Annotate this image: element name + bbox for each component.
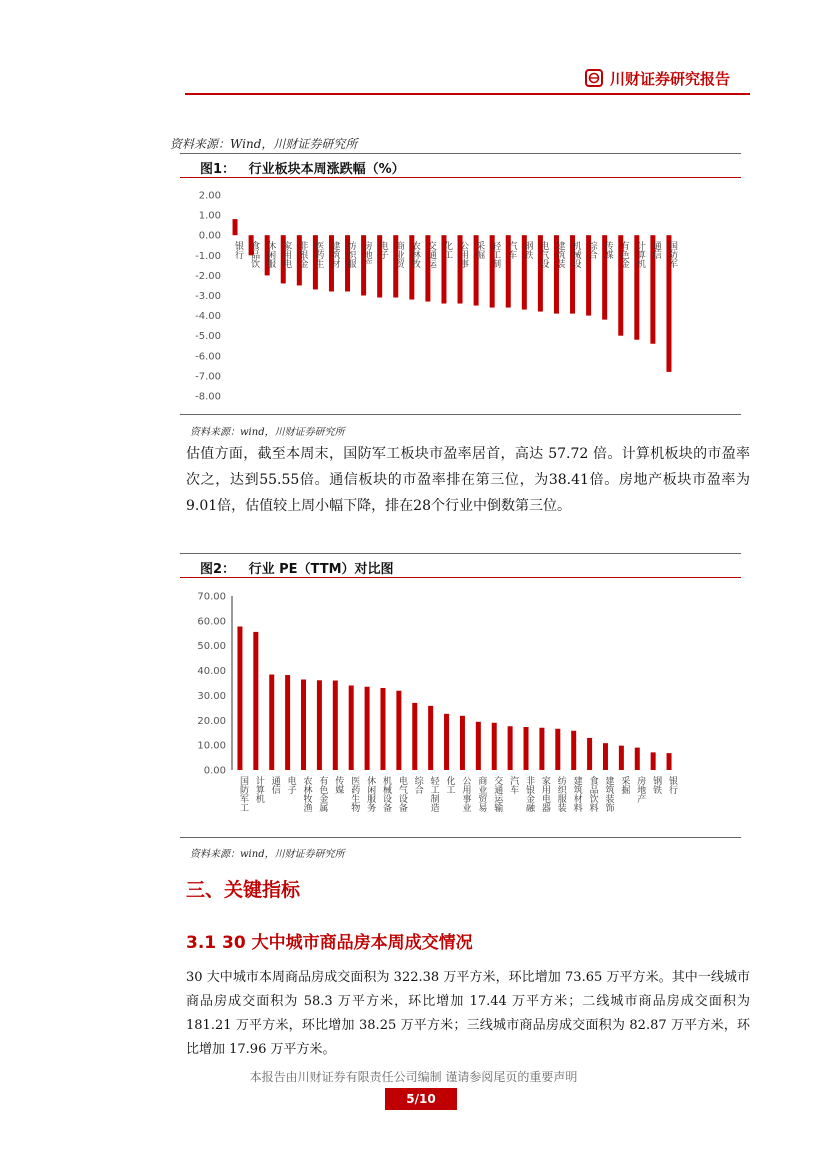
figure2-title — [200, 558, 394, 577]
figure2-top-rule — [180, 553, 741, 554]
chart0-category-label: 非银金 — [297, 241, 308, 268]
figure2-label: 图2： — [200, 562, 236, 577]
figure2-bottom-rule — [180, 837, 741, 838]
chart1-category-label: 商业贸易 — [476, 776, 487, 812]
chart1-category-label: 交通运输 — [492, 776, 503, 812]
chart1-category-label: 国防军工 — [237, 776, 248, 812]
figure1-top-rule — [180, 153, 741, 154]
chart0-ytick: 2.00 — [198, 190, 221, 202]
chart0-category-label: 传媒 — [602, 241, 613, 259]
chart1-category-label: 医药生物 — [349, 776, 360, 812]
chart1-category-label: 建筑装饰 — [603, 776, 614, 812]
chart0-category-label: 电子 — [377, 241, 388, 259]
chart0-category-label: 轻工制 — [490, 241, 501, 268]
chart1-bar — [269, 675, 274, 770]
figure2-title-rule — [180, 577, 741, 578]
chart1-bar — [587, 738, 592, 770]
chart1-category-label: 休闲服务 — [365, 776, 376, 812]
chart1-category-label: 化工 — [444, 776, 455, 794]
chart1-bar — [603, 743, 608, 770]
chart1-bar — [396, 691, 401, 770]
chart1-category-label: 汽车 — [508, 776, 519, 794]
chart0-category-label: 采掘 — [474, 241, 485, 259]
chart1-bar — [333, 681, 338, 770]
top-source-note: 资料来源：Wind，川财证券研究所 — [170, 137, 358, 151]
chart1-bar — [285, 675, 290, 770]
chart0-category-label: 商业贸 — [393, 241, 404, 268]
chart1-bar — [555, 729, 560, 770]
chart0-category-label: 汽车 — [506, 241, 517, 259]
chart0-category-label: 建筑装 — [554, 241, 565, 268]
chart0-category-label: 通信 — [650, 241, 661, 259]
valuation-paragraph: 估值方面，截至本周末，国防军工板块市盈率居首，高达 57.72 倍。计算机板块的市盈率次之，达到55.55倍。通信板块的市盈率排在第三位，为38.41倍。房地产板块市盈率为9.01倍，估值较上周小幅下降，排在28个行业中倒数第三位。 — [186, 446, 750, 514]
chart1-bar — [349, 685, 354, 770]
chart0-category-label: 电气设 — [538, 241, 549, 268]
chart0-ytick: -3.00 — [195, 291, 221, 302]
chart1-category-label: 电子 — [285, 776, 296, 794]
chart0-ytick: -4.00 — [195, 311, 221, 323]
chart0-ytick: 1.00 — [198, 210, 221, 222]
chart1-ytick: 50.00 — [197, 641, 226, 653]
housing-transaction-paragraph: 30 大中城市本周商品房成交面积为 322.38 万平方米，环比增加 73.65 万平方米。其中一线城市商品房成交面积为 58.3 万平方米，环比增加 17.44 万平方米；二线城市商品房成交面积为 181.21 万平方米，环比增加 38.25 万平方米；三线城市商品房成交面积为 82.87 万平方米，环比增加 17.96 万平方米。 — [186, 970, 750, 1057]
chart1-ytick: 30.00 — [197, 690, 226, 702]
chart1-ytick: 60.00 — [197, 616, 226, 628]
chart0-ytick: -1.00 — [195, 250, 221, 262]
brand-logo-icon — [585, 69, 603, 87]
chart0-category-label: 有色金 — [618, 241, 629, 268]
chart0-category-label: 综合 — [586, 241, 597, 259]
chart1-bar — [237, 627, 242, 770]
chart0-ytick: 0.00 — [198, 230, 221, 242]
chart1-bar — [365, 687, 370, 770]
chart1-category-label: 综合 — [412, 776, 423, 794]
chart1-category-label: 非银金融 — [524, 776, 535, 812]
chart1-bar — [476, 722, 481, 770]
figure1-title — [200, 158, 405, 177]
chart1-bar — [571, 731, 576, 770]
chart0-category-label: 家用电 — [281, 241, 292, 268]
chart1-ytick: 0.00 — [203, 765, 226, 777]
chart1-category-label: 银行 — [667, 776, 678, 794]
weekly-change-chart — [180, 180, 741, 412]
figure2-title-text: 行业 PE（TTM）对比图 — [248, 562, 394, 577]
chart0-category-label: 国防军 — [666, 241, 677, 268]
chart1-category-label: 采掘 — [619, 776, 630, 794]
chart1-category-label: 房地产 — [635, 776, 646, 803]
chart1-bar — [253, 632, 258, 770]
chart0-category-label: 计算机 — [634, 241, 645, 268]
chart1-bar — [651, 752, 656, 770]
chart1-category-label: 钢铁 — [651, 776, 662, 794]
chart0-category-label: 机械设 — [570, 241, 581, 268]
chart1-bar — [380, 688, 385, 770]
chart1-bar — [428, 706, 433, 770]
chart1-bar — [492, 723, 497, 770]
chart1-category-label: 食品饮料 — [587, 776, 598, 812]
header-brand: 川财证券研究报告 — [610, 70, 731, 88]
figure1-title-text: 行业板块本周涨跌幅（%） — [248, 162, 405, 177]
footer-disclaimer: 本报告由川财证券有限责任公司编制 谨请参阅尾页的重要声明 — [249, 1070, 578, 1084]
chart0-category-label: 公用事 — [458, 241, 469, 268]
chart1-ytick: 20.00 — [197, 715, 226, 727]
chart0-category-label: 休闲服 — [265, 241, 276, 268]
chart1-bar — [508, 726, 513, 770]
figure1-source: 资料来源：wind，川财证券研究所 — [190, 427, 345, 438]
chart1-category-label: 公用事业 — [460, 776, 471, 812]
chart0-category-label: 农林牧 — [409, 241, 420, 268]
chart0-category-label: 食品饮 — [249, 241, 260, 268]
chart1-category-label: 农林牧渔 — [301, 776, 312, 812]
chart0-category-label: 房地产 — [361, 241, 372, 268]
chart0-category-label: 银行 — [233, 241, 244, 259]
chart1-bar — [460, 716, 465, 770]
chart1-bar — [412, 703, 417, 770]
chart1-bar — [301, 680, 306, 770]
figure1-label: 图1： — [200, 162, 236, 177]
chart1-bar — [619, 746, 624, 770]
chart0-bar — [233, 219, 238, 235]
chart1-category-label: 电气设备 — [396, 776, 407, 812]
chart1-bar — [444, 714, 449, 770]
industry-pe-chart — [180, 582, 741, 834]
chart0-ytick: -5.00 — [195, 331, 221, 343]
chart0-ytick: -8.00 — [195, 391, 221, 403]
chart1-category-label: 机械设备 — [380, 776, 391, 812]
chart1-category-label: 纺织服装 — [555, 776, 566, 812]
chart1-bar — [317, 680, 322, 770]
chart1-category-label: 计算机 — [253, 776, 264, 803]
chart0-category-label: 交通运 — [425, 241, 436, 268]
chart1-category-label: 传媒 — [333, 776, 344, 794]
chart1-category-label: 通信 — [269, 776, 280, 794]
chart0-category-label: 医药生 — [313, 241, 324, 268]
chart0-ytick: -6.00 — [195, 351, 221, 363]
page-number: 5/10 — [385, 1088, 457, 1110]
chart0-category-label: 钢铁 — [522, 241, 533, 259]
chart0-category-label: 化工 — [441, 241, 452, 259]
subsection-title: 3.1 30 大中城市商品房本周成交情况 — [186, 933, 473, 953]
section-title: 三、关键指标 — [186, 879, 301, 901]
chart0-ytick: -7.00 — [195, 371, 221, 383]
chart1-ytick: 40.00 — [197, 666, 226, 678]
chart1-ytick: 10.00 — [197, 740, 226, 752]
figure1-title-rule — [180, 177, 741, 178]
header-rule — [185, 93, 750, 95]
chart1-ytick: 70.00 — [197, 591, 226, 603]
chart1-category-label: 有色金属 — [317, 776, 328, 812]
chart0-category-label: 建筑材 — [329, 241, 340, 268]
chart0-ytick: -2.00 — [195, 270, 221, 282]
chart0-category-label: 纺织服 — [345, 241, 356, 268]
chart1-category-label: 轻工制造 — [428, 776, 439, 812]
chart1-bar — [539, 728, 544, 770]
chart1-category-label: 建筑材料 — [571, 776, 582, 812]
chart1-category-label: 家用电器 — [539, 776, 550, 812]
figure2-source: 资料来源：wind，川财证券研究所 — [190, 849, 345, 860]
chart1-bar — [524, 727, 529, 770]
chart1-bar — [667, 753, 672, 770]
figure1-bottom-rule — [180, 414, 741, 415]
chart1-bar — [635, 748, 640, 770]
